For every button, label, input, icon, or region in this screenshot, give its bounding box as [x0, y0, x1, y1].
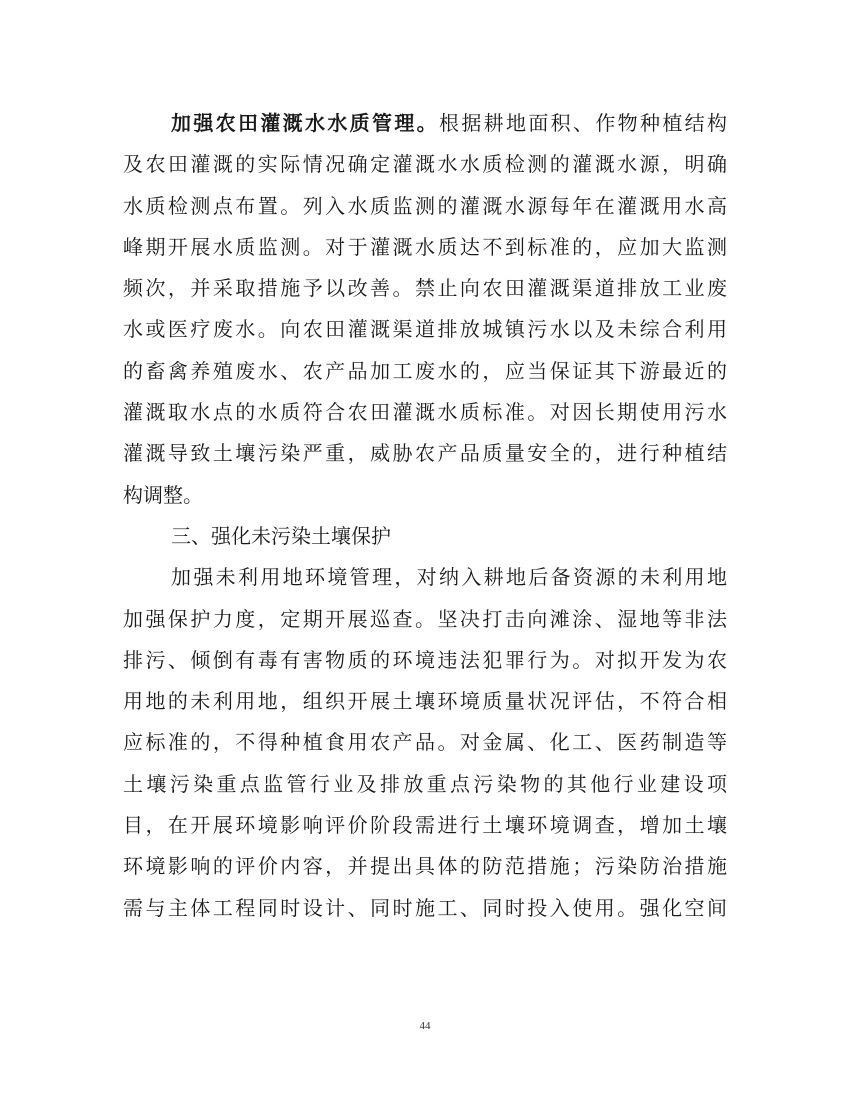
paragraph-1-line: 及农田灌溉的实际情况确定灌溉水水质检测的灌溉水源，明确 [123, 152, 727, 177]
paragraph-2-line: 应标准的，不得种植食用农产品。对金属、化工、医药制造等 [123, 730, 727, 755]
paragraph-1-line: 灌溉取水点的水质符合农田灌溉水质标准。对因长期使用污水 [123, 400, 727, 425]
paragraph-1-line: 峰期开展水质监测。对于灌溉水质达不到标准的，应加大监测 [123, 234, 727, 259]
paragraph-2-line: 目，在开展环境影响评价阶段需进行土壤环境调查，增加土壤 [123, 813, 727, 838]
paragraph-1-line-1-text: 根据耕地面积、作物种植结构 [439, 111, 727, 135]
paragraph-2-line-1: 加强未利用地环境管理，对纳入耕地后备资源的未利用地 [171, 565, 727, 590]
paragraph-2-line: 需与主体工程同时设计、同时施工、同时投入使用。强化空间 [123, 895, 727, 920]
paragraph-1-line-1 [123, 103, 727, 144]
paragraph-2-line: 用地的未利用地，组织开展土壤环境质量状况评估，不符合相 [123, 689, 727, 714]
paragraph-2-line: 土壤污染重点监管行业及排放重点污染物的其他行业建设项 [123, 771, 727, 796]
paragraph-1-line: 构调整。 [123, 482, 203, 507]
paragraph-1-line: 水或医疗废水。向农田灌溉渠道排放城镇污水以及未综合利用 [123, 317, 727, 342]
paragraph-1-line: 水质检测点布置。列入水质监测的灌溉水源每年在灌溉用水高 [123, 193, 727, 218]
paragraph-2-line: 环境影响的评价内容，并提出具体的防范措施；污染防治措施 [123, 854, 727, 879]
paragraph-1-line: 频次，并采取措施予以改善。禁止向农田灌溉渠道排放工业废 [123, 276, 727, 301]
paragraph-1-line: 灌溉导致土壤污染严重，威胁农产品质量安全的，进行种植结 [123, 441, 727, 466]
section-heading: 三、强化未污染土壤保护 [171, 523, 391, 548]
paragraph-1-lead: 加强农田灌溉水水质管理。 [171, 111, 439, 135]
body-text [123, 103, 727, 929]
paragraph-2-line: 加强保护力度，定期开展巡查。坚决打击向滩涂、湿地等非法 [123, 606, 727, 631]
paragraph-1-line: 的畜禽养殖废水、农产品加工废水的，应当保证其下游最近的 [123, 358, 727, 383]
page-number: 44 [419, 1020, 431, 1032]
paragraph-2-line: 排污、倾倒有毒有害物质的环境违法犯罪行为。对拟开发为农 [123, 647, 727, 672]
